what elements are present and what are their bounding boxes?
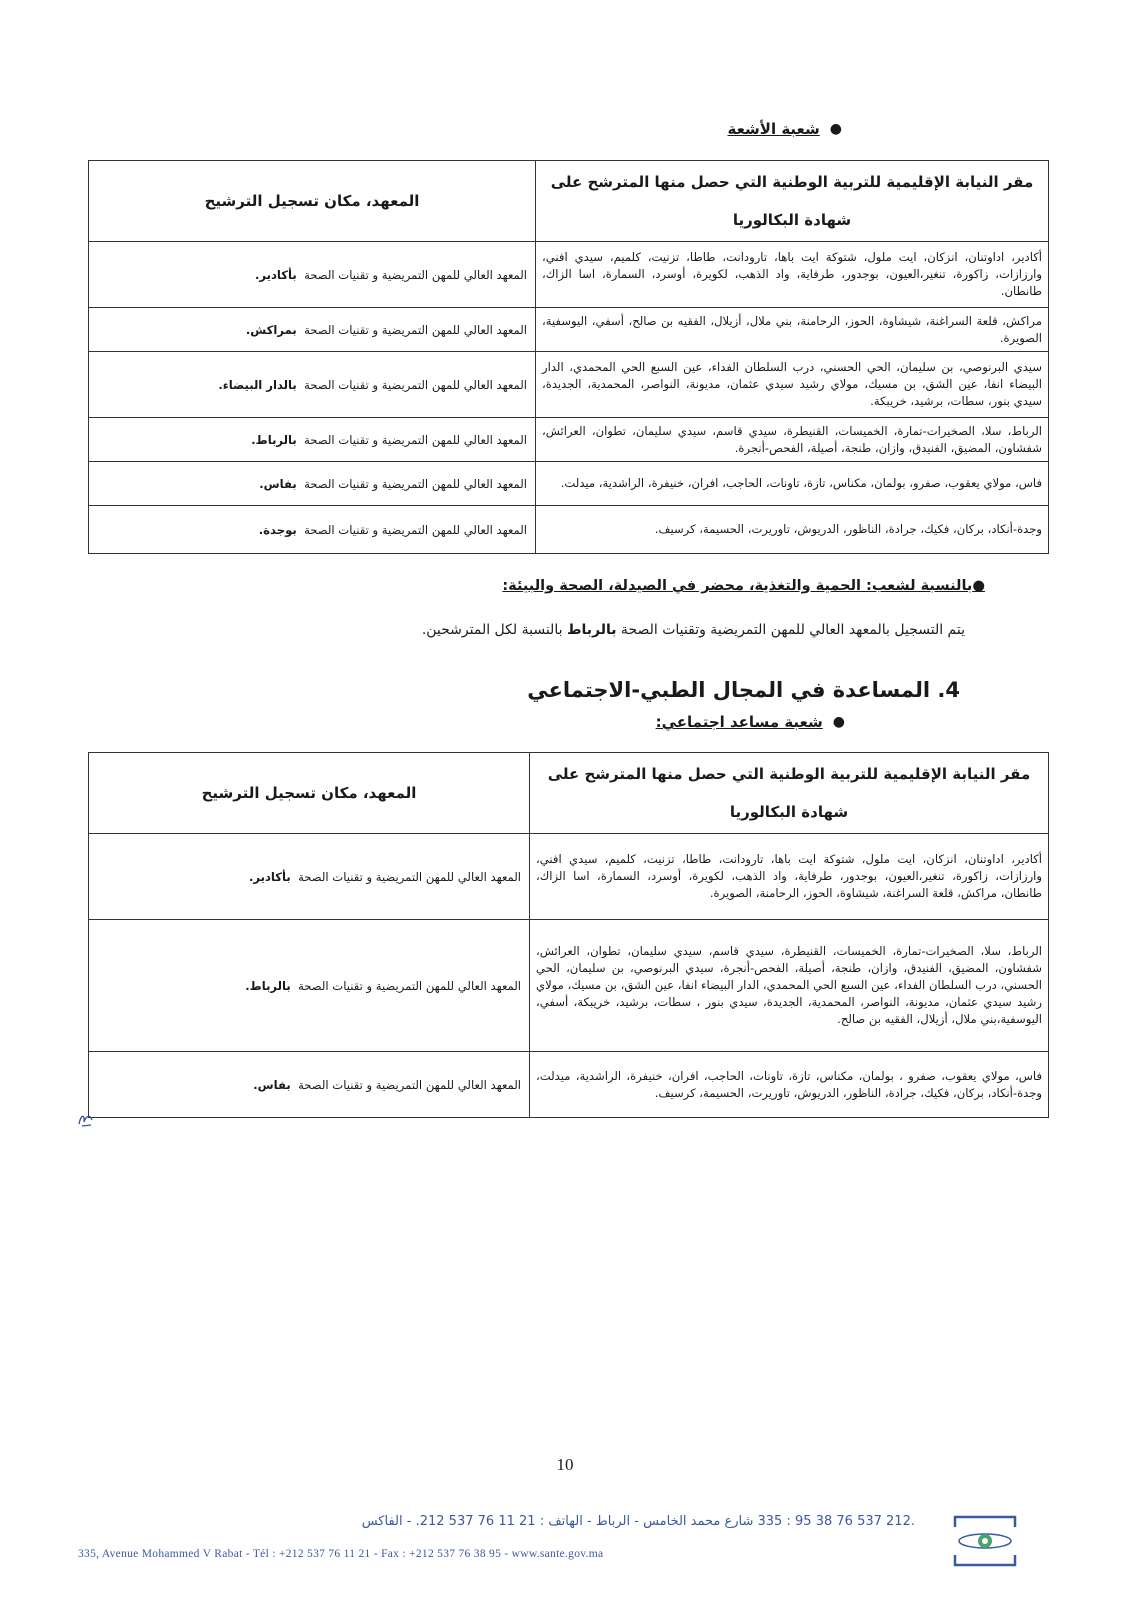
note-heading-text: بالنسبة لشعب: الحمية والتغذية، محضر في الصيدلة، الصحة والبيئة: — [502, 578, 973, 594]
header-region: مقر النيابة الإقليمية للتربية الوطنية التي حصل منها المترشح على شهادة البكالوريا — [530, 753, 1049, 834]
table-row — [89, 920, 1049, 1052]
institute-city: بفاس. — [259, 476, 297, 491]
note-text-after: بالنسبة لكل المترشحين. — [421, 622, 567, 638]
institute-city: بالرباط. — [251, 432, 297, 447]
cities-cell: وجدة-أنكاد، بركان، فكيك، جرادة، الناظور، الدريوش، تاوريرت، الحسيمة، كرسيف. — [536, 506, 1049, 554]
institute-cell — [89, 308, 536, 352]
institute-name: المعهد العالي للمهن التمريضية و تقنيات الصحة — [298, 978, 521, 993]
header-region: مقر النيابة الإقليمية للتربية الوطنية التي حصل منها المترشح على شهادة البكالوريا — [536, 161, 1049, 242]
institute-cell — [89, 506, 536, 554]
social-assistant-heading-text: شعبة مساعد اجتماعي: — [655, 713, 823, 731]
institute-city: بفاس. — [253, 1077, 291, 1092]
institute-name: المعهد العالي للمهن التمريضية و تقنيات الصحة — [298, 869, 521, 884]
footer-arabic: .212 537 76 38 95 : 335 شارع محمد الخامس - الرباط - الهاتف : 21 11 76 537 212. - الفاكس — [361, 1514, 915, 1529]
bullet-icon: ● — [832, 714, 845, 730]
institute-cell — [89, 352, 536, 418]
radiology-heading — [727, 120, 842, 138]
institute-city: بأكادير. — [254, 267, 297, 282]
footer-french: 335, Avenue Mohammed V Rabat - Tél : +212 537 76 11 21 - Fax : +212 537 76 38 95 - www.sante.gov.ma — [78, 1548, 604, 1560]
table-header-row — [89, 161, 1049, 242]
institute-name: المعهد العالي للمهن التمريضية و تقنيات الصحة — [304, 522, 527, 537]
table-header-row — [89, 753, 1049, 834]
institute-name: المعهد العالي للمهن التمريضية و تقنيات الصحة — [304, 322, 527, 337]
cities-cell: سيدي البرنوصي، بن سليمان، الحي الحسني، درب السلطان الفداء، عين السبع الحي المحمدي، الدار البيضاء انفا، عين الشق، بن مسيك، مولاي رشيد سيدي عثمان، مديونة، النواصر، المحمدية، الجديدة، سيدي بنور، سطات، برشيد، خريبكة. — [536, 352, 1049, 418]
header-institute: المعهد، مكان تسجيل الترشيح — [89, 161, 536, 242]
ministry-logo-icon — [945, 1513, 1025, 1569]
institute-city: بالدار البيضاء. — [218, 377, 297, 392]
signature-mark — [76, 1110, 96, 1132]
note-heading — [502, 578, 985, 594]
social-assistant-heading — [656, 713, 845, 731]
table-row — [89, 242, 1049, 308]
note-text-bold: بالرباط — [566, 622, 617, 638]
institute-name: المعهد العالي للمهن التمريضية و تقنيات الصحة — [304, 476, 527, 491]
table-row — [89, 462, 1049, 506]
signature-icon — [76, 1110, 96, 1128]
note-text-before: يتم التسجيل بالمعهد العالي للمهن التمريضية وتقنيات الصحة — [616, 622, 965, 638]
section-title: 4. المساعدة في المجال الطبي-الاجتماعي — [527, 678, 960, 702]
institute-cell — [89, 1052, 530, 1118]
table-row — [89, 308, 1049, 352]
note-paragraph — [422, 622, 965, 638]
institute-cell — [89, 462, 536, 506]
bullet-icon: ● — [829, 121, 842, 137]
table-row — [89, 506, 1049, 554]
institute-city: بوجدة. — [258, 522, 297, 537]
cities-cell: فاس، مولاي يعقوب، صفرو، بولمان، مكناس، تازة، تاونات، الحاجب، افران، خنيفرة، الراشدية، ميدلت. — [536, 462, 1049, 506]
institute-city: بالرباط. — [245, 978, 291, 993]
institute-name: المعهد العالي للمهن التمريضية و تقنيات الصحة — [304, 377, 527, 392]
institute-name: المعهد العالي للمهن التمريضية و تقنيات الصحة — [304, 432, 527, 447]
table-row — [89, 352, 1049, 418]
radiology-table — [88, 160, 1049, 554]
institute-cell — [89, 242, 536, 308]
cities-cell: مراكش، قلعة السراغنة، شيشاوة، الحوز، الرحامنة، بني ملال، أزيلال، الفقيه بن صالح، أسفي، اليوسفية، الصويرة. — [536, 308, 1049, 352]
social-assistant-table — [88, 752, 1049, 1118]
cities-cell: الرباط، سلا، الصخيرات-تمارة، الخميسات، القنيطرة، سيدي قاسم، سيدي سليمان، تطوان، العرائش، شفشاون، المضيق، الفنيدق، وازان، طنجة، أصيلة، الفحص-أنجرة. — [536, 418, 1049, 462]
table-row — [89, 1052, 1049, 1118]
page-number: 10 — [556, 1455, 574, 1474]
institute-name: المعهد العالي للمهن التمريضية و تقنيات الصحة — [304, 267, 527, 282]
cities-cell: أكادير، اداوتنان، انزكان، ايت ملول، شتوكة ايت باها، تارودانت، طاطا، تزنيت، كلميم، سيدي افني، وارزازات، زاكورة، تنغير،العيون، بوجدور، طرفاية، واد الذهب، لكويرة، أوسرد، السمارة، اسا الزاك، طانطان. — [536, 242, 1049, 308]
institute-cell — [89, 834, 530, 920]
bullet-icon: ● — [972, 578, 985, 594]
institute-name: المعهد العالي للمهن التمريضية و تقنيات الصحة — [298, 1077, 521, 1092]
cities-cell: أكادير، اداوتنان، انزكان، ايت ملول، شتوكة ايت باها، تارودانت، طاطا، تزنيت، كلميم، سيدي افني، وارزازات، زاكورة، تنغير،العيون، بوجدور، طرفاية، واد الذهب، لكويرة، أوسرد، السمارة، اسا الزاك، طانطان، مراكش، قلعة السراغنة، شيشاوة، الحوز، الرحامنة، الصويرة. — [530, 834, 1049, 920]
cities-cell: الرباط، سلا، الصخيرات-تمارة، الخميسات، القنيطرة، سيدي قاسم، سيدي سليمان، تطوان، العرائش، شفشاون، المضيق، الفنيدق، وازان، طنجة، أصيلة، الفحص-أنجرة، سيدي البرنوصي، بن سليمان، الحي الحسني، درب السلطان الفداء، عين السبع الحي المحمدي، الدار البيضاء انفا، عين الشق، بن مسيك، مولاي رشيد سيدي عثمان، مديونة، النواصر، المحمدية، الجديدة، سيدي بنور ، سطات، برشيد، خريبكة، أسفي، اليوسفية،بني ملال، أزيلال، الفقيه بن صالح. — [530, 920, 1049, 1052]
table-row — [89, 834, 1049, 920]
institute-cell — [89, 920, 530, 1052]
table-row — [89, 418, 1049, 462]
header-institute: المعهد، مكان تسجيل الترشيح — [89, 753, 530, 834]
cities-cell: فاس، مولاي يعقوب، صفرو ، بولمان، مكناس، تازة، تاونات، الحاجب، افران، خنيفرة، الراشدية، ميدلت، وجدة-أنكاد، بركان، فكيك، جرادة، الناظور، الدريوش، تاوريرت، الحسيمة، كرسيف. — [530, 1052, 1049, 1118]
institute-city: بمراكش. — [245, 322, 297, 337]
institute-cell — [89, 418, 536, 462]
institute-city: بأكادير. — [248, 869, 291, 884]
radiology-heading-text: شعبة الأشعة — [727, 120, 820, 138]
